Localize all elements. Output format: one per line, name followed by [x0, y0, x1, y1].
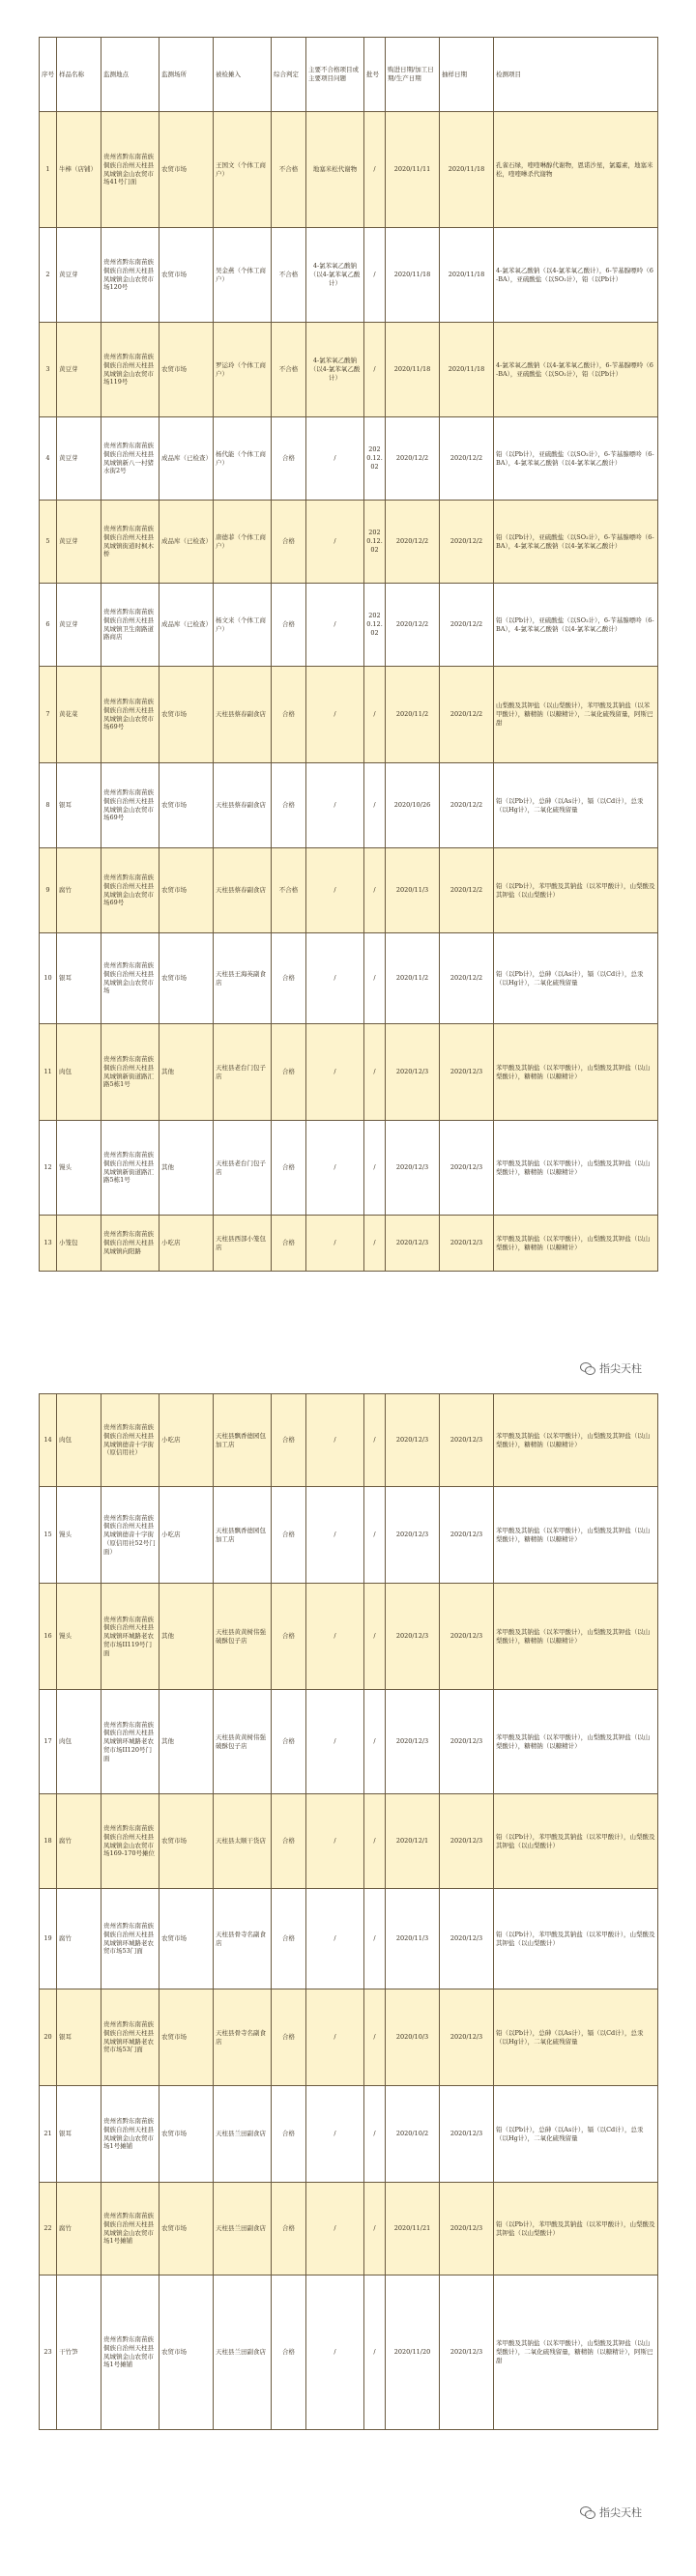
cell-batch: / — [364, 1216, 386, 1272]
column-header: 监测场所 — [160, 38, 214, 112]
cell-batch: / — [364, 763, 386, 848]
column-header: 综合判定 — [272, 38, 306, 112]
cell-buy-date: 2020/11/21 — [386, 2183, 440, 2275]
cell-venue: 成品库（已检查） — [160, 584, 214, 667]
cell-venue: 小吃店 — [160, 1487, 214, 1584]
cell-vendor: 唐德菲（个体工商户） — [214, 501, 272, 584]
cell-sample-name: 黄豆芽 — [57, 584, 102, 667]
cell-buy-date: 2020/10/26 — [386, 763, 440, 848]
column-header: 检测项目 — [494, 38, 658, 112]
cell-sample-date: 2020/12/2 — [440, 848, 494, 933]
cell-sample-date: 2020/12/3 — [440, 1487, 494, 1584]
cell-venue: 农贸市场 — [160, 2183, 214, 2275]
cell-location: 贵州省黔东南苗族侗族自治州天柱县凤城镇街道时枫木桥 — [102, 501, 160, 584]
column-header: 批号 — [364, 38, 386, 112]
cell-venue: 农贸市场 — [160, 933, 214, 1024]
cell-batch: / — [364, 1889, 386, 1989]
table-row — [40, 417, 658, 501]
cell-issue: / — [306, 2275, 364, 2430]
cell-sample-date: 2020/12/3 — [440, 1584, 494, 1690]
cell-result: 合格 — [272, 1989, 306, 2086]
cell-sample-date: 2020/12/2 — [440, 763, 494, 848]
cell-sample-date: 2020/12/2 — [440, 417, 494, 501]
cell-sample-name: 腐竹 — [57, 2183, 102, 2275]
cell-test-items: 苯甲酸及其钠盐（以苯甲酸计），山梨酸及其钾盐（以山梨酸计），糖精钠（以糖精计） — [494, 1216, 658, 1272]
cell-buy-date: 2020/12/2 — [386, 417, 440, 501]
cell-test-items: 铅（以Pb计），亚硫酸盐（以SO₂计），6-苄基腺嘌呤（6-BA），4-氯苯氧乙酸钠（以4-氯苯氧乙酸计） — [494, 417, 658, 501]
cell-batch: / — [364, 1690, 386, 1794]
cell-result: 合格 — [272, 1024, 306, 1121]
cell-vendor: 天柱县黄黄树伟强破酥包子店 — [214, 1584, 272, 1690]
cell-test-items: 4-氯苯氧乙酸钠（以4-氯苯氧乙酸计），6-苄基腺嘌呤（6-BA），亚硫酸盐（以SO₂计），铅（以Pb计） — [494, 228, 658, 323]
cell-location: 贵州省黔东南苗族侗族自治州天柱县凤城镇金山农贸市场1号摊铺 — [102, 2275, 160, 2430]
cell-result: 不合格 — [272, 228, 306, 323]
cell-sample-date: 2020/12/3 — [440, 1216, 494, 1272]
table-row — [40, 501, 658, 584]
column-header: 主要不合格项目或主要项目问题 — [306, 38, 364, 112]
cell-venue: 农贸市场 — [160, 1794, 214, 1889]
cell-result: 不合格 — [272, 323, 306, 417]
cell-issue: / — [306, 1487, 364, 1584]
cell-batch: / — [364, 933, 386, 1024]
cell-vendor: 天柱县兰田副食店 — [214, 2183, 272, 2275]
cell-no: 7 — [40, 667, 57, 763]
cell-issue: / — [306, 1889, 364, 1989]
table-row — [40, 1690, 658, 1794]
cell-sample-name: 牛棒（店铺） — [57, 112, 102, 228]
cell-test-items: 铅（以Pb计），苯甲酸及其钠盐（以苯甲酸计），山梨酸及其钾盐（以山梨酸计） — [494, 2183, 658, 2275]
cell-no: 5 — [40, 501, 57, 584]
cell-issue: / — [306, 763, 364, 848]
cell-issue: / — [306, 1794, 364, 1889]
cell-sample-name: 小笼包 — [57, 1216, 102, 1272]
cell-no: 12 — [40, 1121, 57, 1216]
cell-sample-date: 2020/12/3 — [440, 2086, 494, 2183]
cell-batch: 2020.12.02 — [364, 584, 386, 667]
table-row — [40, 228, 658, 323]
cell-batch: / — [364, 848, 386, 933]
cell-issue: / — [306, 1584, 364, 1690]
cell-result: 不合格 — [272, 848, 306, 933]
cell-location: 贵州省黔东南苗族侗族自治州天柱县凤城镇新八一村猪水街2号 — [102, 417, 160, 501]
cell-result: 合格 — [272, 1889, 306, 1989]
cell-location: 贵州省黔东南苗族侗族自治州天柱县凤城镇金山农贸市场69号 — [102, 848, 160, 933]
watermark — [580, 1360, 642, 1376]
cell-result: 合格 — [272, 1216, 306, 1272]
cell-batch: / — [364, 323, 386, 417]
cell-sample-name: 腐竹 — [57, 1794, 102, 1889]
cell-buy-date: 2020/11/18 — [386, 323, 440, 417]
cell-venue: 成品库（已检查） — [160, 501, 214, 584]
cell-buy-date: 2020/12/3 — [386, 1584, 440, 1690]
column-header: 监测地点 — [102, 38, 160, 112]
cell-location: 贵州省黔东南苗族侗族自治州天柱县凤城镇环城路老农贸市场II120号门面 — [102, 1690, 160, 1794]
table-row — [40, 933, 658, 1024]
cell-issue: / — [306, 1394, 364, 1487]
cell-vendor: 天柱县蔡春副食店 — [214, 763, 272, 848]
cell-buy-date: 2020/10/2 — [386, 2086, 440, 2183]
table-part-2 — [39, 1393, 657, 2430]
cell-batch: / — [364, 667, 386, 763]
cell-sample-name: 馒头 — [57, 1487, 102, 1584]
cell-venue: 其他 — [160, 1690, 214, 1794]
cell-no: 8 — [40, 763, 57, 848]
cell-vendor: 天柱县太顺干货店 — [214, 1794, 272, 1889]
table-row — [40, 323, 658, 417]
cell-location: 贵州省黔东南苗族侗族自治州天柱县凤城镇新街道路汇路5栋1号 — [102, 1024, 160, 1121]
cell-batch: / — [364, 2183, 386, 2275]
cell-issue: / — [306, 501, 364, 584]
cell-vendor: 杨代能（个体工商户） — [214, 417, 272, 501]
cell-vendor: 天柱县骨寺名副食店 — [214, 1989, 272, 2086]
cell-batch: / — [364, 1794, 386, 1889]
cell-test-items: 苯甲酸及其钠盐（以苯甲酸计），山梨酸及其钾盐（以山梨酸计），糖精钠（以糖精计） — [494, 1394, 658, 1487]
table-row — [40, 112, 658, 228]
cell-vendor: 天柱县西部小笼包店 — [214, 1216, 272, 1272]
cell-location: 贵州省黔东南苗族侗族自治州天柱县凤城镇金山农贸市场 — [102, 933, 160, 1024]
cell-location: 贵州省黔东南苗族侗族自治州天柱县凤城镇环城路老农贸市场53门面 — [102, 1989, 160, 2086]
cell-buy-date: 2020/12/3 — [386, 1394, 440, 1487]
watermark-text: 指尖天柱 — [599, 2506, 642, 2519]
cell-location: 贵州省黔东南苗族侗族自治州天柱县凤城镇金山农贸市场69号 — [102, 763, 160, 848]
cell-test-items: 苯甲酸及其钠盐（以苯甲酸计），山梨酸及其钾盐（以山梨酸计），糖精钠（以糖精计） — [494, 1121, 658, 1216]
cell-venue: 农贸市场 — [160, 1889, 214, 1989]
watermark-bottom — [580, 2504, 642, 2520]
cell-issue: / — [306, 2086, 364, 2183]
cell-result: 合格 — [272, 1394, 306, 1487]
cell-issue: 4-氯苯氧乙酸钠（以4-氯苯氧乙酸计） — [306, 228, 364, 323]
table-row — [40, 1584, 658, 1690]
cell-buy-date: 2020/12/2 — [386, 501, 440, 584]
cell-vendor: 吴金燕（个体工商户） — [214, 228, 272, 323]
cell-vendor: 天柱县兰田副食店 — [214, 2275, 272, 2430]
cell-result: 合格 — [272, 2275, 306, 2430]
cell-sample-name: 腐竹 — [57, 1889, 102, 1989]
cell-no: 17 — [40, 1690, 57, 1794]
cell-sample-date: 2020/12/3 — [440, 1394, 494, 1487]
cell-vendor: 天柱县飘香德园包加工店 — [214, 1487, 272, 1584]
cell-location: 贵州省黔东南苗族侗族自治州天柱县凤城镇环城路老农贸市场II119号门面 — [102, 1584, 160, 1690]
cell-sample-name: 银耳 — [57, 2086, 102, 2183]
cell-test-items: 铅（以Pb计），总砷（以As计），镉（以Cd计），总汞（以Hg计），二氧化硫残留量 — [494, 1989, 658, 2086]
cell-test-items: 铅（以Pb计），总砷（以As计），镉（以Cd计），总汞（以Hg计），二氧化硫残留量 — [494, 763, 658, 848]
column-header: 样品名称 — [57, 38, 102, 112]
column-header: 抽样日期 — [440, 38, 494, 112]
cell-batch: / — [364, 1584, 386, 1690]
cell-batch: / — [364, 1024, 386, 1121]
watermark-text: 指尖天柱 — [599, 1362, 642, 1375]
cell-test-items: 铅（以Pb计），苯甲酸及其钠盐（以苯甲酸计），山梨酸及其钾盐（以山梨酸计） — [494, 848, 658, 933]
cell-result: 合格 — [272, 1487, 306, 1584]
cell-location: 贵州省黔东南苗族侗族自治州天柱县凤城镇向阳路 — [102, 1216, 160, 1272]
cell-location: 贵州省黔东南苗族侗族自治州天柱县凤城镇金山农贸市场119号 — [102, 323, 160, 417]
table-row — [40, 1394, 658, 1487]
column-header: 购进日期/加工日期/生产日期 — [386, 38, 440, 112]
cell-buy-date: 2020/11/2 — [386, 667, 440, 763]
cell-buy-date: 2020/12/3 — [386, 1487, 440, 1584]
cell-location: 贵州省黔东南苗族侗族自治州天柱县凤城镇金山农贸市场41号门面 — [102, 112, 160, 228]
cell-location: 贵州省黔东南苗族侗族自治州天柱县凤城镇金山农贸市场120号 — [102, 228, 160, 323]
cell-sample-name: 肉包 — [57, 1690, 102, 1794]
cell-venue: 其他 — [160, 1584, 214, 1690]
cell-vendor: 天柱县兰田副食店 — [214, 2086, 272, 2183]
cell-venue: 农贸市场 — [160, 848, 214, 933]
wechat-icon — [580, 2505, 595, 2519]
cell-no: 19 — [40, 1889, 57, 1989]
cell-batch: 2020.12.02 — [364, 417, 386, 501]
cell-result: 合格 — [272, 2183, 306, 2275]
cell-test-items: 铅（以Pb计），总砷（以As计），镉（以Cd计），总汞（以Hg计），二氧化硫残留量 — [494, 2086, 658, 2183]
cell-result: 合格 — [272, 667, 306, 763]
cell-sample-date: 2020/11/18 — [440, 228, 494, 323]
cell-no: 23 — [40, 2275, 57, 2430]
cell-sample-date: 2020/12/2 — [440, 501, 494, 584]
table-row — [40, 763, 658, 848]
cell-test-items: 山梨酸及其钾盐（以山梨酸计），苯甲酸及其钠盐（以苯甲酸计），糖精钠（以糖精计），二氧化硫残留量，阿斯巴甜 — [494, 667, 658, 763]
cell-result: 合格 — [272, 501, 306, 584]
cell-sample-name: 馒头 — [57, 1121, 102, 1216]
cell-venue: 农贸市场 — [160, 112, 214, 228]
cell-sample-date: 2020/11/18 — [440, 323, 494, 417]
cell-sample-date: 2020/12/3 — [440, 1024, 494, 1121]
cell-sample-date: 2020/12/3 — [440, 2275, 494, 2430]
cell-vendor: 杨文来（个体工商户） — [214, 584, 272, 667]
table-row — [40, 2086, 658, 2183]
cell-result: 合格 — [272, 1794, 306, 1889]
cell-vendor: 罗运玲（个体工商户） — [214, 323, 272, 417]
cell-result: 合格 — [272, 1690, 306, 1794]
cell-issue: / — [306, 1216, 364, 1272]
cell-issue: / — [306, 848, 364, 933]
cell-buy-date: 2020/11/2 — [386, 933, 440, 1024]
cell-sample-name: 干竹笋 — [57, 2275, 102, 2430]
cell-vendor: 天柱县老台门包子店 — [214, 1024, 272, 1121]
cell-location: 贵州省黔东南苗族侗族自治州天柱县凤城镇金山农贸市场69号 — [102, 667, 160, 763]
cell-batch: / — [364, 1121, 386, 1216]
cell-no: 11 — [40, 1024, 57, 1121]
cell-sample-name: 黄豆芽 — [57, 228, 102, 323]
cell-sample-date: 2020/11/18 — [440, 112, 494, 228]
cell-vendor: 天柱县老台门包子店 — [214, 1121, 272, 1216]
cell-vendor: 天柱县王海英副食店 — [214, 933, 272, 1024]
cell-sample-name: 银耳 — [57, 1989, 102, 2086]
cell-result: 合格 — [272, 1584, 306, 1690]
cell-batch: / — [364, 112, 386, 228]
cell-sample-name: 黄花菜 — [57, 667, 102, 763]
table-header-row — [40, 38, 658, 112]
cell-buy-date: 2020/12/3 — [386, 1121, 440, 1216]
cell-no: 20 — [40, 1989, 57, 2086]
cell-sample-name: 黄豆芽 — [57, 501, 102, 584]
cell-result: 合格 — [272, 2086, 306, 2183]
table-row — [40, 848, 658, 933]
cell-issue: / — [306, 584, 364, 667]
cell-buy-date: 2020/12/3 — [386, 1690, 440, 1794]
cell-test-items: 铅（以Pb计），亚硫酸盐（以SO₂计），6-苄基腺嘌呤（6-BA），4-氯苯氧乙酸钠（以4-氯苯氧乙酸计） — [494, 501, 658, 584]
cell-venue: 农贸市场 — [160, 323, 214, 417]
cell-sample-date: 2020/12/2 — [440, 584, 494, 667]
wechat-icon — [580, 1361, 595, 1375]
cell-no: 1 — [40, 112, 57, 228]
cell-vendor: 王国文（个体工商户） — [214, 112, 272, 228]
cell-test-items: 铅（以Pb计），总砷（以As计），镉（以Cd计），总汞（以Hg计），二氧化硫残留量 — [494, 933, 658, 1024]
cell-buy-date: 2020/11/3 — [386, 1889, 440, 1989]
cell-sample-date: 2020/12/2 — [440, 933, 494, 1024]
cell-no: 6 — [40, 584, 57, 667]
cell-venue: 其他 — [160, 1024, 214, 1121]
cell-buy-date: 2020/12/3 — [386, 1024, 440, 1121]
cell-result: 合格 — [272, 417, 306, 501]
cell-venue: 农贸市场 — [160, 2275, 214, 2430]
column-header: 序号 — [40, 38, 57, 112]
table-row — [40, 584, 658, 667]
cell-sample-name: 黄豆芽 — [57, 323, 102, 417]
cell-sample-date: 2020/12/3 — [440, 1989, 494, 2086]
column-header: 被检摊入 — [214, 38, 272, 112]
table-row — [40, 1216, 658, 1272]
cell-issue: / — [306, 1989, 364, 2086]
cell-sample-date: 2020/12/3 — [440, 1794, 494, 1889]
cell-test-items: 4-氯苯氧乙酸钠（以4-氯苯氧乙酸计），6-苄基腺嘌呤（6-BA），亚硫酸盐（以SO₂计），铅（以Pb计） — [494, 323, 658, 417]
cell-sample-date: 2020/12/3 — [440, 1121, 494, 1216]
cell-venue: 小吃店 — [160, 1216, 214, 1272]
cell-venue: 农贸市场 — [160, 2086, 214, 2183]
cell-issue: / — [306, 417, 364, 501]
cell-no: 13 — [40, 1216, 57, 1272]
cell-issue: / — [306, 1690, 364, 1794]
cell-location: 贵州省黔东南苗族侗族自治州天柱县凤城镇新街道路汇路5栋1号 — [102, 1121, 160, 1216]
cell-test-items: 孔雀石绿，喹喹啉醇代谢物，恩诺沙星，氯霉素，地塞米松，喹喹啉杀代谢物 — [494, 112, 658, 228]
cell-sample-date: 2020/12/3 — [440, 2183, 494, 2275]
cell-no: 21 — [40, 2086, 57, 2183]
cell-test-items: 苯甲酸及其钠盐（以苯甲酸计），山梨酸及其钾盐（以山梨酸计），糖精钠（以糖精计） — [494, 1584, 658, 1690]
cell-result: 不合格 — [272, 112, 306, 228]
cell-batch: / — [364, 2086, 386, 2183]
cell-location: 贵州省黔东南苗族侗族自治州天柱县凤城镇卫生南路道路商店 — [102, 584, 160, 667]
cell-venue: 成品库（已检查） — [160, 417, 214, 501]
cell-issue: / — [306, 2183, 364, 2275]
cell-test-items: 苯甲酸及其钠盐（以苯甲酸计），山梨酸及其钾盐（以山梨酸计），糖精钠（以糖精计） — [494, 1024, 658, 1121]
cell-issue: 地塞米松代谢物 — [306, 112, 364, 228]
table-part-1 — [39, 37, 657, 1272]
table-row — [40, 1487, 658, 1584]
cell-no: 3 — [40, 323, 57, 417]
cell-result: 合格 — [272, 763, 306, 848]
cell-sample-name: 黄豆芽 — [57, 417, 102, 501]
cell-test-items: 苯甲酸及其钠盐（以苯甲酸计），山梨酸及其钾盐（以山梨酸计），糖精钠（以糖精计） — [494, 1690, 658, 1794]
cell-test-items: 苯甲酸及其钠盐（以苯甲酸计），山梨酸及其钾盐（以山梨酸计），二氧化硫残留量，糖精钠（以糖精计），阿斯巴甜 — [494, 2275, 658, 2430]
table-row — [40, 1889, 658, 1989]
cell-location: 贵州省黔东南苗族侗族自治州天柱县凤城镇德音十字街（原信用社） — [102, 1394, 160, 1487]
cell-sample-name: 肉包 — [57, 1394, 102, 1487]
cell-batch: / — [364, 1394, 386, 1487]
cell-buy-date: 2020/12/1 — [386, 1794, 440, 1889]
cell-location: 贵州省黔东南苗族侗族自治州天柱县凤城镇金山农贸市场1号摊铺 — [102, 2086, 160, 2183]
cell-batch: / — [364, 228, 386, 323]
cell-sample-name: 腐竹 — [57, 848, 102, 933]
cell-no: 22 — [40, 2183, 57, 2275]
cell-venue: 农贸市场 — [160, 763, 214, 848]
cell-vendor: 天柱县骨寺名副食店 — [214, 1889, 272, 1989]
cell-sample-name: 馒头 — [57, 1584, 102, 1690]
cell-vendor: 天柱县蔡春副食店 — [214, 848, 272, 933]
cell-location: 贵州省黔东南苗族侗族自治州天柱县凤城镇德音十字街（原信用社52号门面） — [102, 1487, 160, 1584]
cell-issue: / — [306, 1024, 364, 1121]
cell-sample-name: 银耳 — [57, 933, 102, 1024]
table-row — [40, 2275, 658, 2430]
cell-test-items: 苯甲酸及其钠盐（以苯甲酸计），山梨酸及其钾盐（以山梨酸计），糖精钠（以糖精计） — [494, 1487, 658, 1584]
cell-result: 合格 — [272, 1121, 306, 1216]
cell-buy-date: 2020/10/3 — [386, 1989, 440, 2086]
cell-location: 贵州省黔东南苗族侗族自治州天柱县凤城镇金山农贸市场1号摊铺 — [102, 2183, 160, 2275]
cell-batch: 2020.12.02 — [364, 501, 386, 584]
cell-venue: 其他 — [160, 1121, 214, 1216]
cell-no: 14 — [40, 1394, 57, 1487]
cell-test-items: 铅（以Pb计），亚硫酸盐（以SO₂计），6-苄基腺嘌呤（6-BA），4-氯苯氧乙酸钠（以4-氯苯氧乙酸计） — [494, 584, 658, 667]
cell-batch: / — [364, 1487, 386, 1584]
cell-buy-date: 2020/11/20 — [386, 2275, 440, 2430]
cell-sample-date: 2020/12/3 — [440, 1889, 494, 1989]
table-row — [40, 1989, 658, 2086]
table-row — [40, 1024, 658, 1121]
cell-no: 15 — [40, 1487, 57, 1584]
cell-buy-date: 2020/12/3 — [386, 1216, 440, 1272]
cell-issue: / — [306, 667, 364, 763]
cell-buy-date: 2020/12/2 — [386, 584, 440, 667]
cell-no: 10 — [40, 933, 57, 1024]
cell-no: 16 — [40, 1584, 57, 1690]
cell-buy-date: 2020/11/3 — [386, 848, 440, 933]
cell-venue: 农贸市场 — [160, 1989, 214, 2086]
cell-venue: 小吃店 — [160, 1394, 214, 1487]
cell-location: 贵州省黔东南苗族侗族自治州天柱县凤城镇金山农贸市场169-170号摊位 — [102, 1794, 160, 1889]
cell-vendor: 天柱县飘香德园包加工店 — [214, 1394, 272, 1487]
table-row — [40, 667, 658, 763]
cell-no: 2 — [40, 228, 57, 323]
cell-no: 9 — [40, 848, 57, 933]
cell-sample-name: 肉包 — [57, 1024, 102, 1121]
table-row — [40, 1121, 658, 1216]
cell-issue: / — [306, 1121, 364, 1216]
cell-test-items: 铅（以Pb计），苯甲酸及其钠盐（以苯甲酸计），山梨酸及其钾盐（以山梨酸计） — [494, 1889, 658, 1989]
cell-batch: / — [364, 1989, 386, 2086]
cell-location: 贵州省黔东南苗族侗族自治州天柱县凤城镇环城路老农贸市场53门面 — [102, 1889, 160, 1989]
cell-result: 合格 — [272, 584, 306, 667]
cell-sample-date: 2020/12/3 — [440, 1690, 494, 1794]
table-row — [40, 1794, 658, 1889]
cell-batch: / — [364, 2275, 386, 2430]
cell-venue: 农贸市场 — [160, 228, 214, 323]
cell-sample-name: 银耳 — [57, 763, 102, 848]
cell-venue: 农贸市场 — [160, 667, 214, 763]
cell-buy-date: 2020/11/11 — [386, 112, 440, 228]
cell-no: 18 — [40, 1794, 57, 1889]
cell-vendor: 天柱县黄黄树伟强破酥包子店 — [214, 1690, 272, 1794]
table-row — [40, 2183, 658, 2275]
cell-buy-date: 2020/11/18 — [386, 228, 440, 323]
cell-test-items: 铅（以Pb计），苯甲酸及其钠盐（以苯甲酸计），山梨酸及其钾盐（以山梨酸计） — [494, 1794, 658, 1889]
cell-no: 4 — [40, 417, 57, 501]
cell-issue: 4-氯苯氧乙酸钠（以4-氯苯氧乙酸计） — [306, 323, 364, 417]
cell-vendor: 天柱县蔡春副食店 — [214, 667, 272, 763]
cell-sample-date: 2020/12/2 — [440, 667, 494, 763]
cell-issue: / — [306, 933, 364, 1024]
cell-result: 合格 — [272, 933, 306, 1024]
